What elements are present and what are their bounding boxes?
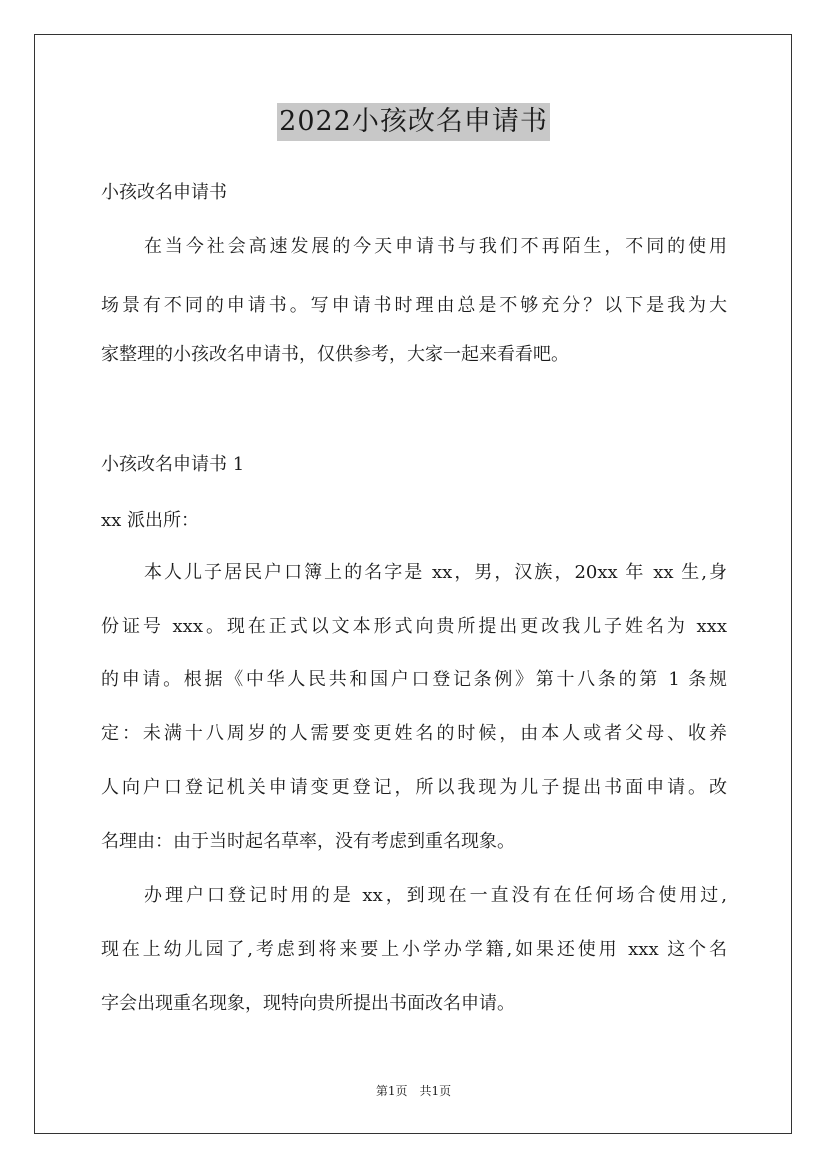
- title-container: [0, 103, 827, 141]
- intro-line-1: 在当今社会高速发展的今天申请书与我们不再陌生，不同的使用: [144, 236, 727, 257]
- para1-line-5: 人向户口登记机关申请变更登记，所以我现为儿子提出书面申请。改: [101, 777, 727, 798]
- para1-line-6: 名理由：由于当时起名草率，没有考虑到重名现象。: [101, 831, 515, 852]
- intro-line-2: 场景有不同的申请书。写申请书时理由总是不够充分？以下是我为大: [101, 295, 727, 316]
- salutation: xx 派出所：: [101, 510, 200, 531]
- intro-line-3: 家整理的小孩改名申请书，仅供参考，大家一起来看看吧。: [101, 344, 569, 365]
- para2-line-2: 现在上幼儿园了,考虑到将来要上小学办学籍,如果还使用 xxx 这个名: [101, 939, 727, 960]
- para1-line-3: 的申请。根据《中华人民共和国户口登记条例》第十八条的第 1 条规: [101, 669, 727, 690]
- page-number: 第1页: [375, 1084, 408, 1098]
- para2-line-3: 字会出现重名现象，现特向贵所提出书面改名申请。: [101, 993, 515, 1014]
- page-total: 共1页: [419, 1084, 452, 1098]
- para1-line-2: 份证号 xxx。现在正式以文本形式向贵所提出更改我儿子姓名为 xxx: [101, 616, 727, 637]
- document-title: 2022小孩改名申请书: [277, 103, 550, 141]
- para1-line-4: 定：未满十八周岁的人需要变更姓名的时候，由本人或者父母、收养: [101, 723, 727, 744]
- para1-line-1: 本人儿子居民户口簿上的名字是 xx，男，汉族，20xx 年 xx 生,身: [144, 562, 727, 583]
- section-heading: 小孩改名申请书 1: [101, 454, 245, 475]
- para2-line-1: 办理户口登记时用的是 xx，到现在一直没有在任何场合使用过,: [144, 885, 727, 906]
- page-footer: [0, 1083, 827, 1099]
- document-subtitle: 小孩改名申请书: [101, 182, 227, 203]
